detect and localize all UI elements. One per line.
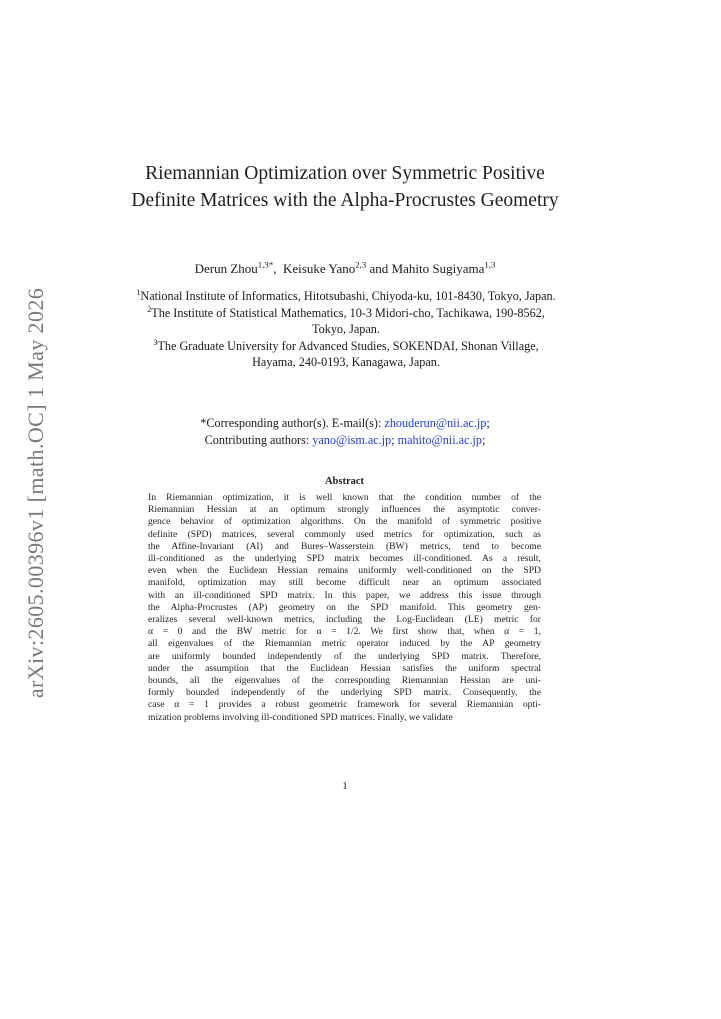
corresponding-email-link[interactable]: zhouderun@nii.ac.jp [384, 416, 487, 430]
abstract-line: case α = 1 provides a robust geometric framework for several Riemannian opti- [148, 699, 541, 711]
abstract-line: are uniformly bounded independently of the underlying SPD matrix. Therefore, [148, 650, 541, 662]
affiliation-marker: 2 [147, 304, 152, 314]
affiliation-marker: 3 [153, 337, 158, 347]
abstract-body [148, 492, 541, 724]
abstract-line: ill-conditioned as the underlying SPD matrix becomes ill-conditioned. As a result, [148, 553, 541, 565]
abstract-line: all eigenvalues of the Riemannian metric operator induced by the AP geometry [148, 638, 541, 650]
abstract-line: gence behavior of optimization algorithms. On the manifold of symmetric positive [148, 516, 541, 528]
author-list [120, 260, 570, 278]
arxiv-identifier-stamp: arXiv:2605.00396v1 [math.OC] 1 May 2026 [23, 287, 48, 699]
contributing-email-link[interactable]: mahito@nii.ac.jp [397, 433, 482, 447]
affiliation-item [133, 338, 559, 371]
author-name: Mahito Sugiyama [391, 261, 485, 276]
author-separator: and [366, 261, 392, 276]
author-affiliation-marker: 2,3 [355, 259, 367, 270]
affiliation-marker: 1 [136, 287, 141, 297]
affiliation-text: The Graduate University for Advanced Studies, SOKENDAI, Shonan Village, Hayama, 240-0193, Kanagawa, Japan. [157, 338, 539, 369]
affiliation-list [133, 288, 559, 371]
abstract-line: the Affine-Invariant (AI) and Bures–Wasserstein (BW) metrics, tend to become [148, 540, 541, 552]
abstract-heading: Abstract [324, 476, 365, 487]
corresponding-author-line: *Corresponding author(s). E-mail(s): zhouderun@nii.ac.jp; [200, 416, 490, 430]
abstract-line: under the assumption that the Euclidean Hessian satisfies the uniform spectral [148, 662, 541, 674]
abstract-line: In Riemannian optimization, it is well known that the condition number of the [148, 492, 541, 503]
author-separator: , [273, 261, 283, 276]
abstract-line: manifold, optimization may still become difficult near an optimum associated [148, 577, 541, 589]
abstract-line: Riemannian Hessian at an optimum strongly influences the asymptotic conver- [148, 504, 541, 516]
author-name: Keisuke Yano [282, 261, 356, 276]
contributing-authors-label: Contributing authors: [204, 433, 310, 447]
page-number: 1 [342, 780, 348, 792]
affiliation-text: National Institute of Informatics, Hitotsubashi, Chiyoda-ku, 101-8430, Tokyo, Japan. [140, 289, 556, 303]
abstract-line: bounds, all the eigenvalues of the corresponding Riemannian Hessian are uni- [148, 675, 541, 687]
abstract-line: mization problems involving ill-conditioned SPD matrices. Finally, we validate [148, 711, 453, 723]
abstract-line: the Alpha-Procrustes (AP) geometry on the SPD manifold. This geometry gen- [148, 601, 541, 613]
abstract-line: formly bounded independently of the underlying SPD matrix. Consequently, the [148, 687, 541, 699]
abstract-line: α = 0 and the BW metric for α = 1/2. We first show that, when α = 1, [148, 626, 541, 638]
abstract-line: definite (SPD) matrices, several commonly used metrics for optimization, such as [148, 528, 541, 540]
affiliation-text: The Institute of Statistical Mathematics, 10-3 Midori-cho, Tachikawa, 190-8562, Tokyo, Japan. [151, 305, 545, 336]
abstract-line: with an ill-conditioned SPD matrix. In this paper, we address this issue through [148, 589, 541, 601]
affiliation-item [133, 305, 559, 338]
contact-info [120, 415, 570, 449]
author-affiliation-marker: 1,3 [484, 259, 496, 270]
contributing-authors-line: Contributing authors: yano@ism.ac.jp; mahito@nii.ac.jp; [204, 433, 486, 447]
paper-title: Riemannian Optimization over Symmetric Positive Definite Matrices with the Alpha-Procrustes Geometry [131, 163, 559, 211]
corresponding-author-label: *Corresponding author(s). E-mail(s): [200, 416, 382, 430]
abstract-line: eralizes several well-known metrics, including the Log-Euclidean (LE) metric for [148, 614, 541, 626]
abstract-line: even when the Euclidean Hessian remains uniformly well-conditioned on the SPD [148, 565, 541, 577]
affiliation-item [133, 288, 559, 305]
contributing-email-link[interactable]: yano@ism.ac.jp [312, 433, 392, 447]
author-affiliation-marker: 1,3* [257, 259, 274, 270]
author-name: Derun Zhou [194, 261, 258, 276]
